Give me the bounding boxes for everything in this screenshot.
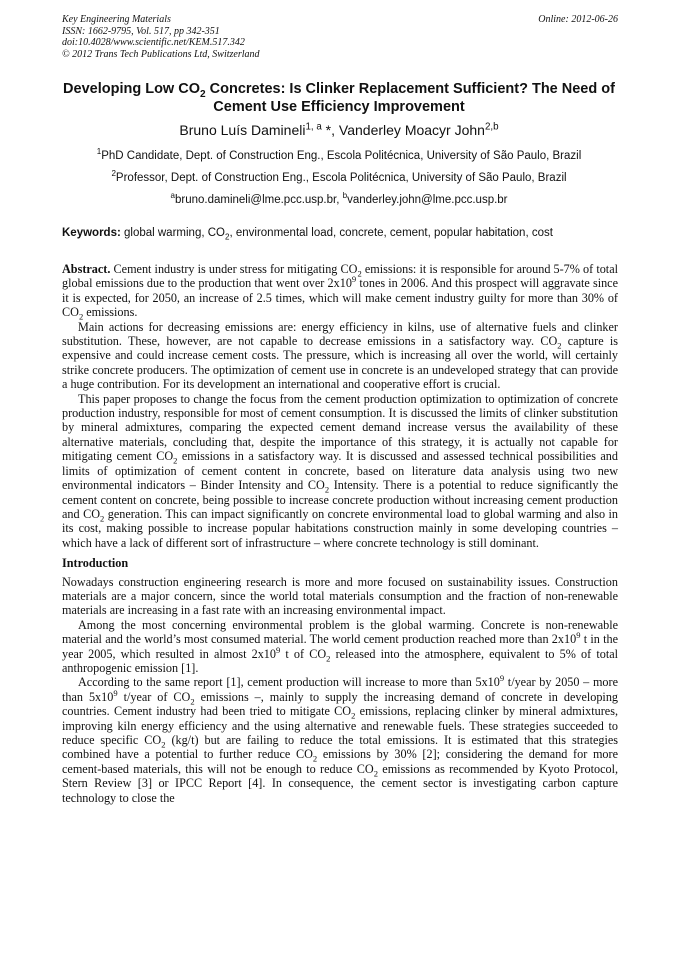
journal-copyright: © 2012 Trans Tech Publications Ltd, Switzerland: [62, 48, 260, 60]
introduction-heading: Introduction: [62, 556, 129, 571]
introduction-paragraph-2: Among the most concerning environmental problem is the global warming. Concrete is non-renewable material and the world’s most consumed material. The world cement production reached more than $2x10^9$ t in the year 2005, which resulted in almost $2x10^9$ t of $CO_2$ released into the atmosphere, equivalent to 5% of total anthropogenic emission [1].: [62, 617, 619, 675]
author-list: Bruno Luís Damineli$^{1, a}$ *, Vanderley Moacyr John$^{2,b}$: [179, 121, 499, 138]
journal-header: [62, 14, 618, 60]
abstract-paragraph-2: Main actions for decreasing emissions are: energy efficiency in kilns, use of alternative fuels and clinker substitution. These, however, are not capable to decrease emissions in a satisfactory way. $CO_2$ capture is expensive and could increase cement costs. The pressure, which is increasing all over the world, will certainly strike concrete producers. The optimization of cement use in concrete is an undeveloped strategy that can provide a huge contribution. For its development an international and cooperative effort is crucial.: [62, 319, 618, 392]
keywords: Keywords: global warming, $CO_2$, environmental load, concrete, cement, popular habitation, cost: [62, 227, 553, 242]
introduction-paragraph-3: According to the same report [1], cement production will increase to more than $5x10^9$ t/year by 2050 – more than $5x10^9$ t/year of $CO_2$ emissions –, mainly to supply the increasing demand of concrete in developing countries. Cement industry had been tried to mitigate $CO_2$ emissions, replacing clinker by mineral admixtures, improving kiln energy efficiency and the using alternative and renewable fuels. These strategies succeeded to reduce specific $CO_2$ (kg/t) but are failing to reduce the total emissions. It is estimated that this strategies combined have a potential to further reduce $CO_2$ emissions by 30% [2]; considering the demand for more cement-based materials, this will not be enough to reduce $CO_2$ emissions as recommended by Kyoto Protocol, Stern Review [3] or IPCC Report [4]. In consequence, the cement sector is investigating carbon capture technology to close the: [62, 673, 619, 805]
paper-body: [62, 262, 618, 805]
email-link-b[interactable]: vanderley.john@lme.pcc.usp.br: [347, 194, 508, 206]
journal-name: Key Engineering Materials: [62, 14, 171, 25]
journal-issn: ISSN: 1662-9795, Vol. 517, pp 342-351: [62, 25, 220, 37]
paper-title: Developing Low $CO_2$ Concretes: Is Clinker Replacement Sufficient? The Need of Cement Use Efficiency Improvement: [63, 81, 615, 115]
abstract-paragraph-3: This paper proposes to change the focus from the cement production optimization to optimization of concrete production industry, responsible for most of cement consumption. It is discussed the limits of clinker substitution by mineral admixtures, comparing the expected cement demand increase versus the availability of these alternative materials, concluding that, despite the importance of this strategy, it is actually not capable for mitigating cement $CO_2$ emissions in a satisfactory way. It is discussed and assessed technical possibilities and limits of optimization of cement content in concrete, based on literature data analysis using two new environmental indicators – Binder Intensity and $CO_2$ Intensity. There is a potential to reduce significantly the cement content on concrete, being possible to increase concrete production without increasing cement production and $CO_2$ generation. This can impact significantly on concrete environmental load to global warming and also in its cost, making possible to increase popular habitations construction mainly in some developing countries – which have a lack of different sort of infrastructure – where concrete technology is still dominant.: [62, 391, 618, 550]
author-2: Vanderley Moacyr John: [338, 122, 485, 138]
affiliation-2: $^2$Professor, Dept. of Construction Eng., Escola Politécnica, University of São Paulo, Brazil: [111, 169, 567, 184]
author-1: Bruno Luís Damineli: [179, 122, 306, 138]
abstract-paragraph-1: Abstract. Cement industry is under stress for mitigating $CO_2$ emissions: it is responsible for around 5-7% of total global emissions due to the production that went over $2x10^9$ tones in 2006. And this prospect will aggravate since it is expected, for 2050, an increase of 2.5 times, which will make cement industry guilty for more than 30% of $CO_2$ emissions.: [62, 262, 618, 322]
online-date: Online: 2012-06-26: [538, 14, 618, 25]
author-emails: $^a$bruno.damineli@lme.pcc.usp.br, $^b$vanderley.john@lme.pcc.usp.br: [170, 191, 508, 206]
journal-doi: doi:10.4028/www.scientific.net/KEM.517.342: [62, 37, 245, 48]
email-link-a[interactable]: bruno.damineli@lme.pcc.usp.br,: [174, 194, 340, 206]
affiliation-1: $^1$PhD Candidate, Dept. of Construction Eng., Escola Politécnica, University of São Paulo, Brazil: [96, 147, 582, 162]
introduction-paragraph-1: Nowadays construction engineering research is more and more focused on sustainability issues. Construction materials are a major concern, since the world total materials consumption and the fraction of non-renewable materials are increasing in a fast rate with an increasing environmental impact.: [62, 574, 618, 618]
